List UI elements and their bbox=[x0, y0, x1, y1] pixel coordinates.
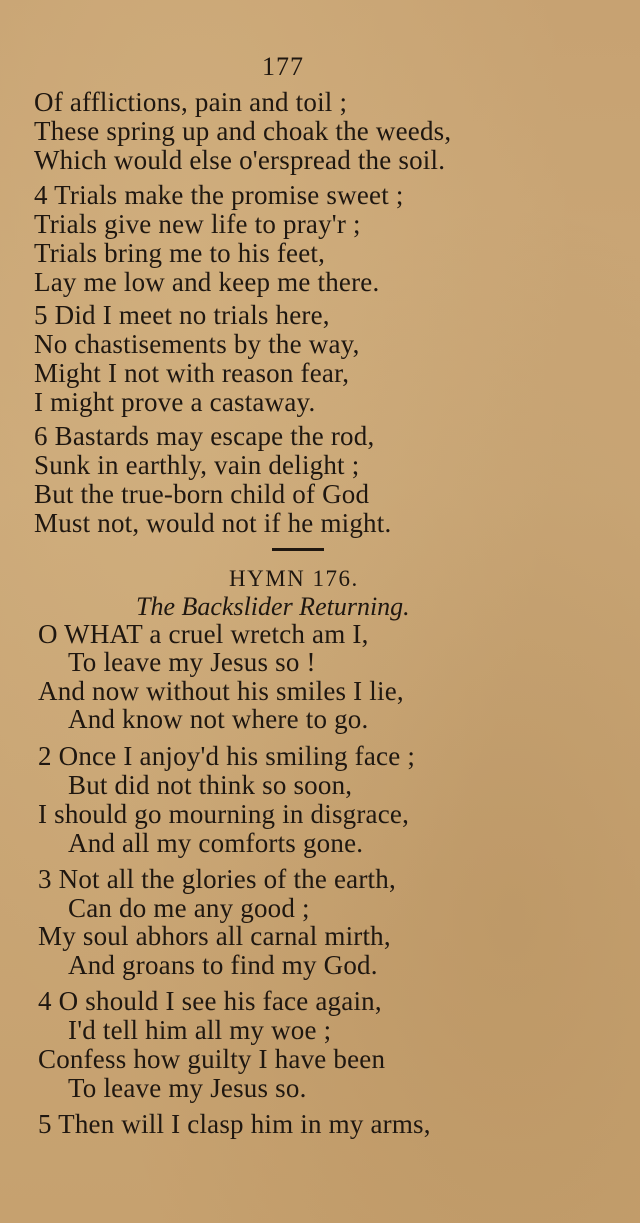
verse-line: And groans to find my God. bbox=[68, 950, 378, 980]
verse-line: 6 Bastards may escape the rod, bbox=[34, 421, 375, 451]
verse-line: But the true-born child of God bbox=[34, 479, 370, 509]
verse-line: And now without his smiles I lie, bbox=[38, 676, 404, 706]
verse-line: Of afflictions, pain and toil ; bbox=[34, 87, 348, 117]
verse-line: 4 Trials make the promise sweet ; bbox=[34, 180, 404, 210]
verse-line: 5 Did I meet no trials here, bbox=[34, 300, 330, 330]
verse-line: Trials give new life to pray'r ; bbox=[34, 209, 361, 239]
verse-line: 2 Once I anjoy'd his smiling face ; bbox=[38, 741, 416, 771]
verse-line: These spring up and choak the weeds, bbox=[34, 116, 452, 146]
verse-line: I might prove a castaway. bbox=[34, 387, 316, 417]
verse-line: My soul abhors all carnal mirth, bbox=[38, 921, 391, 951]
verse-line: 5 Then will I clasp him in my arms, bbox=[38, 1109, 431, 1139]
hymn-title: HYMN 176. bbox=[229, 566, 359, 591]
verse-line: And know not where to go. bbox=[68, 704, 369, 734]
page-number: 177 bbox=[262, 52, 304, 81]
verse-line: 3 Not all the glories of the earth, bbox=[38, 864, 396, 894]
verse-line: Confess how guilty I have been bbox=[38, 1044, 386, 1074]
verse-line: I should go mourning in disgrace, bbox=[38, 799, 410, 829]
verse-line: Trials bring me to his feet, bbox=[34, 238, 326, 268]
verse-line: Sunk in earthly, vain delight ; bbox=[34, 450, 360, 480]
hymn-subtitle: The Backslider Returning. bbox=[136, 592, 410, 621]
verse-line: Must not, would not if he might. bbox=[34, 508, 392, 538]
verse-line: To leave my Jesus so. bbox=[68, 1073, 307, 1103]
verse-line: I'd tell him all my woe ; bbox=[68, 1015, 332, 1045]
verse-line: To leave my Jesus so ! bbox=[68, 647, 316, 677]
verse-line: 4 O should I see his face again, bbox=[38, 986, 382, 1016]
verse-line: But did not think so soon, bbox=[68, 770, 353, 800]
verse-line: No chastisements by the way, bbox=[34, 329, 360, 359]
verse-line: Can do me any good ; bbox=[68, 893, 310, 923]
verse-line: O WHAT a cruel wretch am I, bbox=[38, 619, 369, 649]
verse-line: Which would else o'erspread the soil. bbox=[34, 145, 446, 175]
section-divider bbox=[272, 548, 324, 551]
verse-line: Lay me low and keep me there. bbox=[34, 267, 380, 297]
verse-line: And all my comforts gone. bbox=[68, 828, 364, 858]
verse-line: Might I not with reason fear, bbox=[34, 358, 350, 388]
